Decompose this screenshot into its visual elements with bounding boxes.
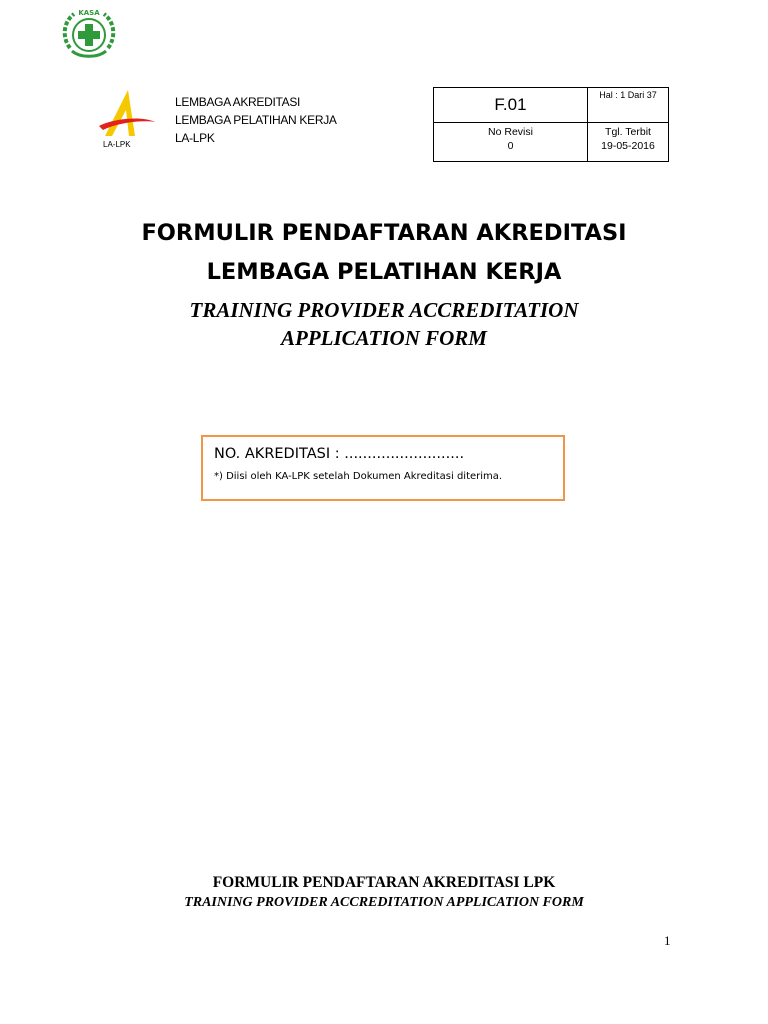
title-line-2: LEMBAGA PELATIHAN KERJA bbox=[206, 259, 562, 285]
org-line-3: LA-LPK bbox=[175, 131, 215, 145]
revision-label: No Revisi bbox=[488, 126, 533, 138]
lalpk-logo-text: LA-LPK bbox=[103, 140, 131, 149]
issue-date-value: 19-05-2016 bbox=[601, 140, 655, 152]
document-code: F.01 bbox=[434, 88, 588, 123]
org-line-2: LEMBAGA PELATIHAN KERJA bbox=[175, 113, 337, 127]
org-line-1: LEMBAGA AKREDITASI bbox=[175, 95, 301, 109]
revision-cell bbox=[434, 123, 588, 162]
lalpk-logo bbox=[95, 88, 160, 150]
page-info: Hal : 1 Dari 37 bbox=[588, 88, 669, 123]
accreditation-number-label: NO. AKREDITASI : .......................... bbox=[214, 446, 465, 462]
organization-name bbox=[175, 93, 337, 147]
accreditation-number-box bbox=[201, 435, 565, 501]
footer-title: FORMULIR PENDAFTARAN AKREDITASI LPK bbox=[212, 874, 556, 891]
issue-date-cell bbox=[588, 123, 669, 162]
kasa-logo-text: KASA bbox=[78, 9, 100, 17]
revision-value: 0 bbox=[507, 140, 514, 152]
issue-date-label: Tgl. Terbit bbox=[605, 126, 651, 138]
footer-subtitle: TRAINING PROVIDER ACCREDITATION APPLICATION FORM bbox=[184, 895, 584, 910]
page-number: 1 bbox=[664, 933, 671, 948]
accreditation-note: *) Diisi oleh KA-LPK setelah Dokumen Akreditasi diterima. bbox=[214, 471, 503, 482]
kasa-logo bbox=[60, 4, 118, 62]
subtitle-line-1: TRAINING PROVIDER ACCREDITATION bbox=[189, 298, 579, 322]
title-line-1: FORMULIR PENDAFTARAN AKREDITASI bbox=[141, 220, 627, 246]
subtitle-line-2: APPLICATION FORM bbox=[281, 326, 487, 350]
document-info-table bbox=[433, 87, 669, 162]
